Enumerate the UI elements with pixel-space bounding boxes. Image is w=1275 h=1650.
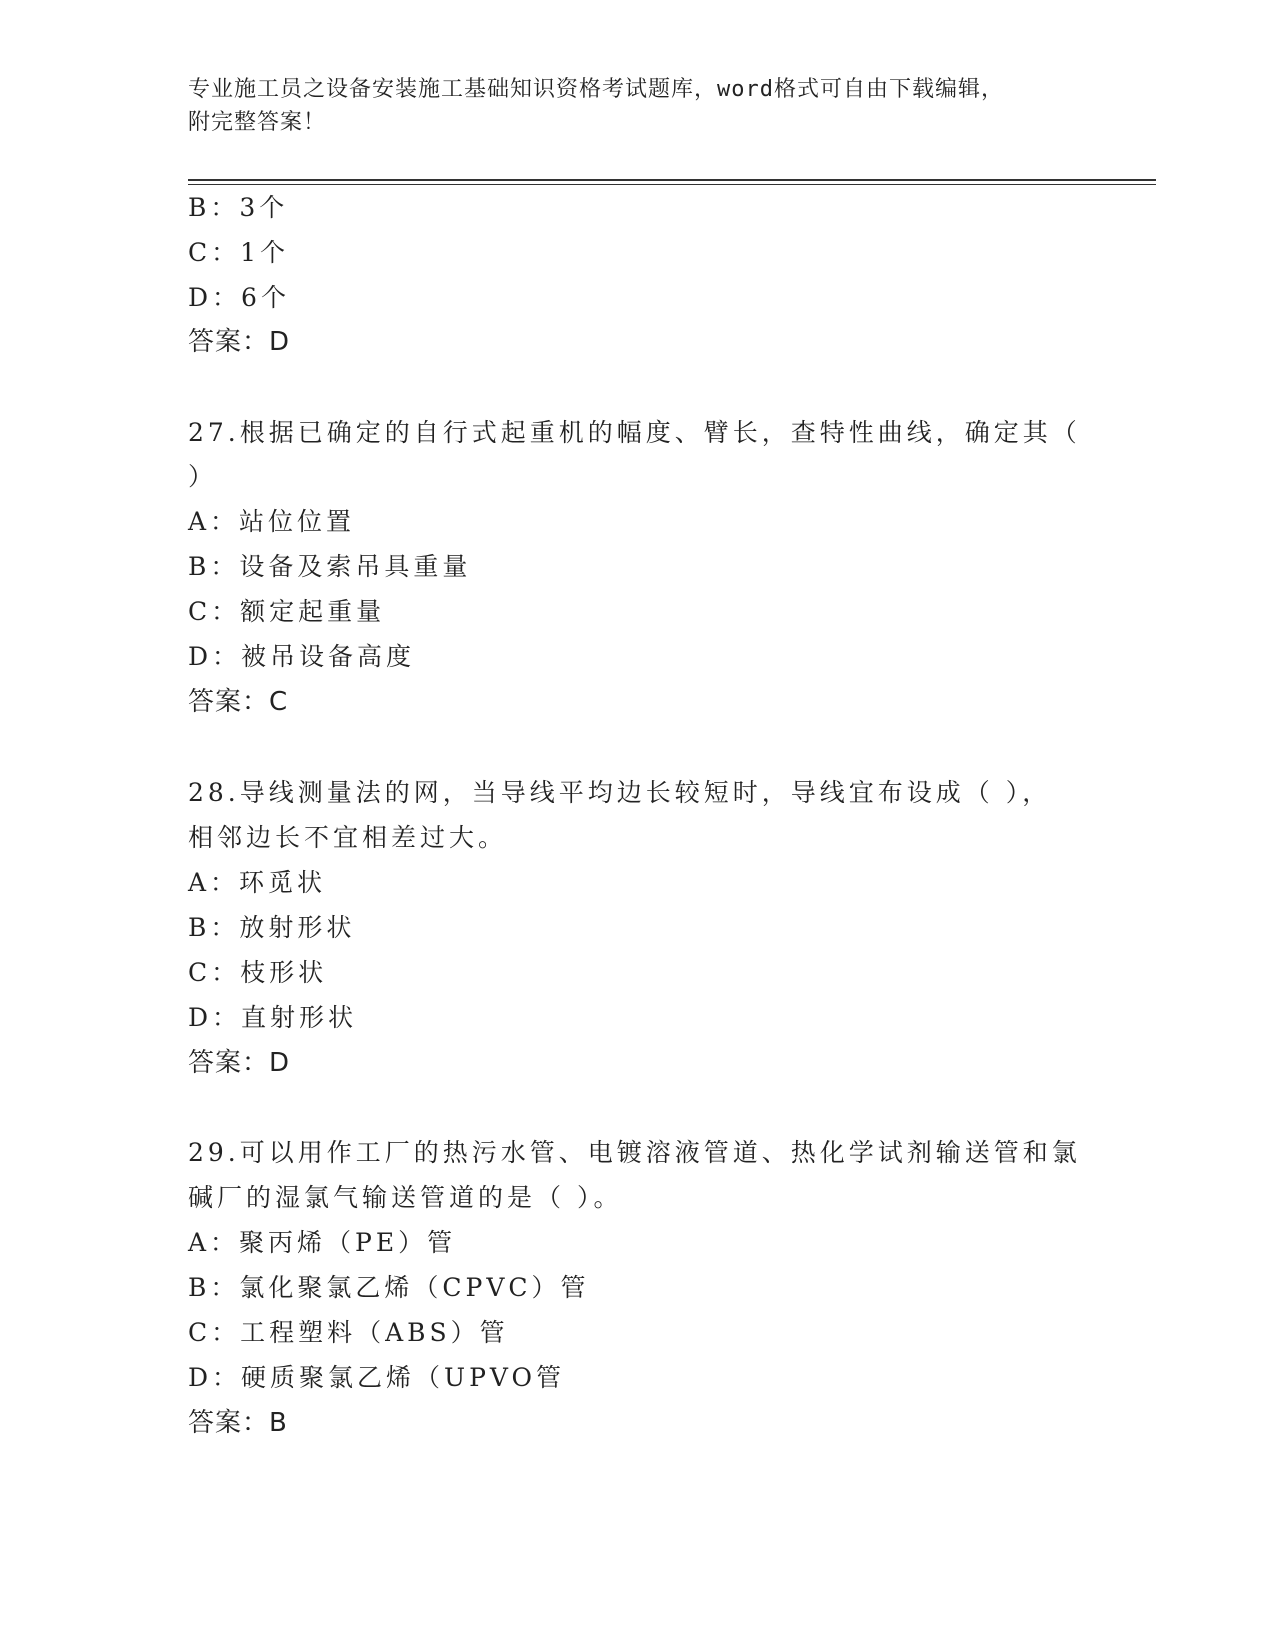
option-b: B：设备及索吊具重量 bbox=[188, 552, 472, 581]
question-stem-cont: 相邻边长不宜相差过大。 bbox=[188, 823, 508, 852]
answer: 答案：C bbox=[188, 687, 289, 717]
question-stem: 27.根据已确定的自行式起重机的幅度、臂长，查特性曲线，确定其（ bbox=[188, 418, 1081, 447]
question-stem: 29.可以用作工厂的热污水管、电镀溶液管道、热化学试剂输送管和氯 bbox=[188, 1138, 1081, 1167]
document-header bbox=[188, 73, 1088, 139]
answer: 答案：D bbox=[188, 1048, 291, 1078]
header-line-2: 附完整答案！ bbox=[188, 110, 327, 135]
option-d: D：硬质聚氯乙烯（UPVO管 bbox=[188, 1363, 566, 1392]
option-a: A：环觅状 bbox=[188, 868, 327, 897]
option-d: D：被吊设备高度 bbox=[188, 642, 416, 671]
option-b: B：3个 bbox=[188, 193, 289, 222]
option-c: C：额定起重量 bbox=[188, 597, 386, 626]
option-a: A：聚丙烯（PE）管 bbox=[188, 1228, 457, 1257]
question-stem: 28.导线测量法的网，当导线平均边长较短时，导线宜布设成（ ）， bbox=[188, 778, 1052, 807]
option-d: D：直射形状 bbox=[188, 1003, 358, 1032]
option-d: D：6个 bbox=[188, 283, 290, 312]
question-stem-cont: 碱厂的湿氯气输送管道的是（ ）。 bbox=[188, 1183, 623, 1212]
option-a: A：站位位置 bbox=[188, 507, 356, 536]
header-divider-thick bbox=[188, 179, 1156, 181]
option-b: B：放射形状 bbox=[188, 913, 356, 942]
option-b: B：氯化聚氯乙烯（CPVC）管 bbox=[188, 1273, 590, 1302]
answer: 答案：D bbox=[188, 327, 291, 357]
option-c: C：工程塑料（ABS）管 bbox=[188, 1318, 509, 1347]
option-c: C：1个 bbox=[188, 238, 290, 267]
header-line-1: 专业施工员之设备安装施工基础知识资格考试题库，word格式可自由下载编辑， bbox=[188, 77, 1004, 102]
question-stem-cont: ） bbox=[188, 462, 218, 491]
header-divider-thin bbox=[188, 184, 1156, 185]
answer: 答案：B bbox=[188, 1408, 288, 1438]
option-c: C：枝形状 bbox=[188, 958, 328, 987]
